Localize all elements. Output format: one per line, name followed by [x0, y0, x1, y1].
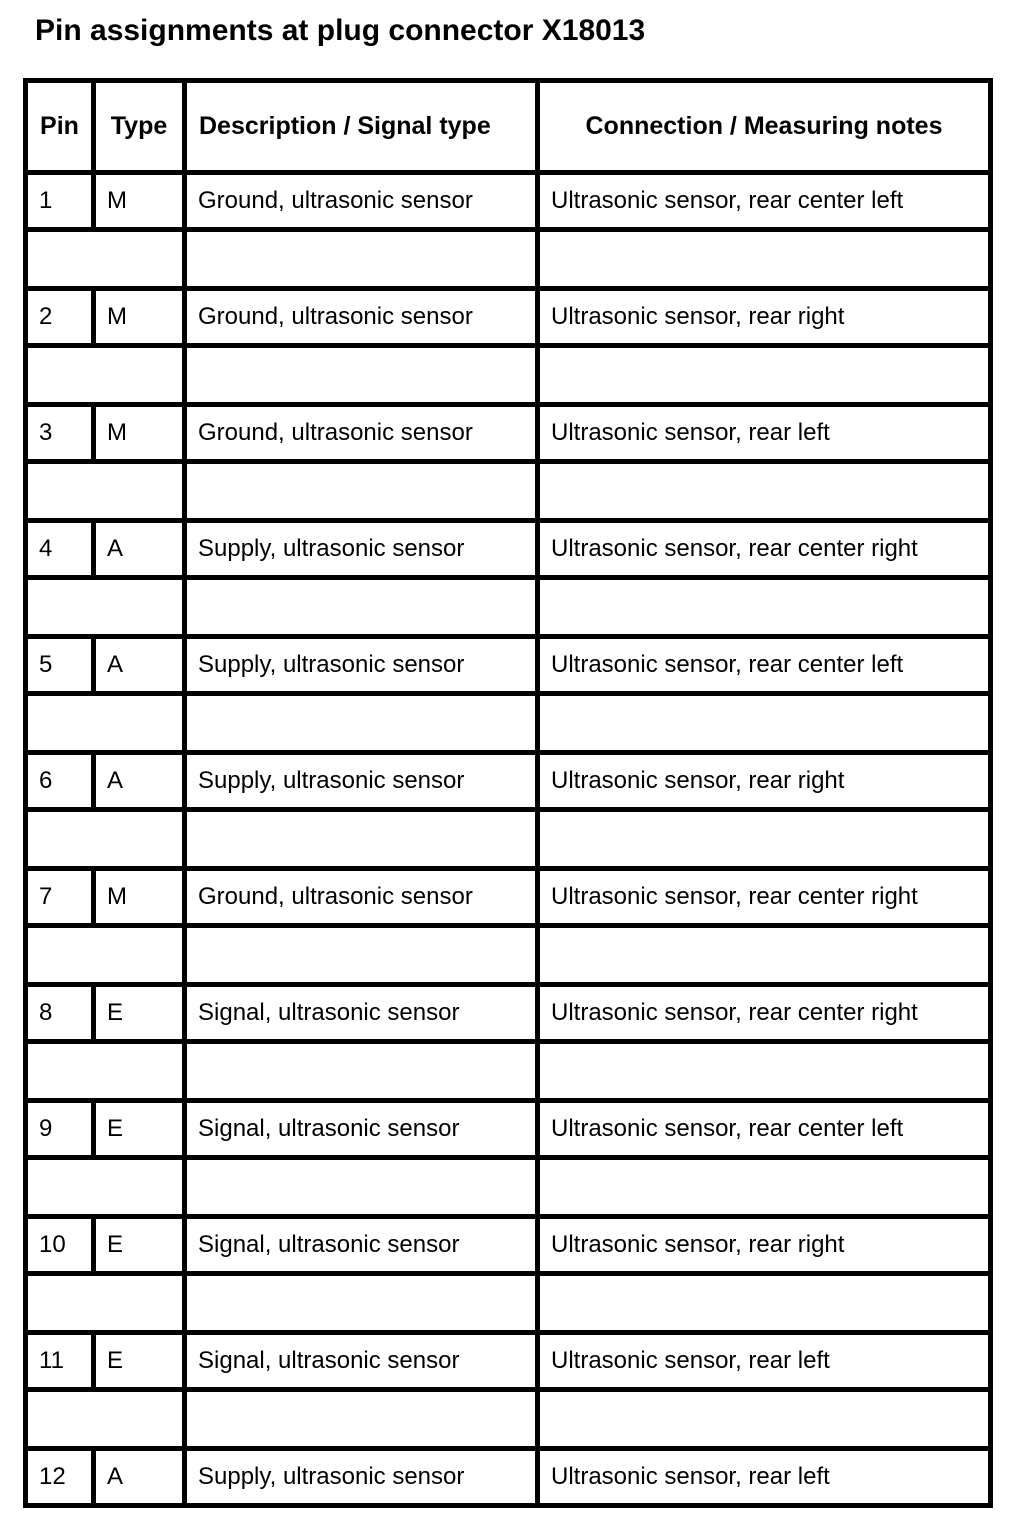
connection-cell: Ultrasonic sensor, rear left: [538, 1333, 991, 1390]
spacer-row: [26, 346, 991, 405]
spacer-row: [26, 1158, 991, 1217]
spacer-connection-cell: [538, 462, 991, 521]
connection-cell: Ultrasonic sensor, rear right: [538, 289, 991, 346]
pin-row: [26, 289, 991, 346]
spacer-connection-cell: [538, 346, 991, 405]
pin-row: [26, 405, 991, 462]
pin-cell: 6: [26, 753, 94, 810]
spacer-row: [26, 462, 991, 521]
spacer-row: [26, 1390, 991, 1449]
description-cell: Signal, ultrasonic sensor: [185, 1101, 538, 1158]
spacer-pin-type-cell: [26, 1390, 185, 1449]
spacer-connection-cell: [538, 578, 991, 637]
column-header-description: Description / Signal type: [185, 81, 538, 173]
spacer-connection-cell: [538, 926, 991, 985]
page-title: Pin assignments at plug connector X18013: [35, 14, 646, 47]
spacer-pin-type-cell: [26, 810, 185, 869]
spacer-description-cell: [185, 810, 538, 869]
pin-row: [26, 1217, 991, 1274]
pin-cell: 12: [26, 1449, 94, 1506]
description-cell: Supply, ultrasonic sensor: [185, 1449, 538, 1506]
pin-row: [26, 1449, 991, 1506]
spacer-connection-cell: [538, 230, 991, 289]
pin-row: [26, 173, 991, 230]
description-cell: Signal, ultrasonic sensor: [185, 985, 538, 1042]
description-cell: Supply, ultrasonic sensor: [185, 753, 538, 810]
spacer-row: [26, 230, 991, 289]
pin-cell: 11: [26, 1333, 94, 1390]
type-cell: M: [94, 289, 185, 346]
pin-row: [26, 1101, 991, 1158]
connection-cell: Ultrasonic sensor, rear left: [538, 405, 991, 462]
description-cell: Ground, ultrasonic sensor: [185, 289, 538, 346]
spacer-description-cell: [185, 694, 538, 753]
column-header-type: Type: [94, 81, 185, 173]
spacer-connection-cell: [538, 1274, 991, 1333]
spacer-row: [26, 694, 991, 753]
type-cell: E: [94, 1333, 185, 1390]
spacer-description-cell: [185, 1274, 538, 1333]
description-cell: Ground, ultrasonic sensor: [185, 405, 538, 462]
connection-cell: Ultrasonic sensor, rear right: [538, 1217, 991, 1274]
description-cell: Supply, ultrasonic sensor: [185, 521, 538, 578]
type-cell: E: [94, 1217, 185, 1274]
header-row: [26, 81, 991, 173]
spacer-connection-cell: [538, 694, 991, 753]
spacer-connection-cell: [538, 810, 991, 869]
type-cell: M: [94, 869, 185, 926]
type-cell: A: [94, 637, 185, 694]
connection-cell: Ultrasonic sensor, rear center right: [538, 985, 991, 1042]
spacer-row: [26, 1274, 991, 1333]
connection-cell: Ultrasonic sensor, rear center right: [538, 521, 991, 578]
description-cell: Signal, ultrasonic sensor: [185, 1333, 538, 1390]
spacer-pin-type-cell: [26, 1274, 185, 1333]
spacer-pin-type-cell: [26, 346, 185, 405]
pin-cell: 8: [26, 985, 94, 1042]
spacer-pin-type-cell: [26, 926, 185, 985]
pin-row: [26, 1333, 991, 1390]
pin-row: [26, 869, 991, 926]
spacer-row: [26, 810, 991, 869]
type-cell: A: [94, 1449, 185, 1506]
pin-row: [26, 753, 991, 810]
spacer-description-cell: [185, 578, 538, 637]
spacer-description-cell: [185, 1158, 538, 1217]
pin-cell: 1: [26, 173, 94, 230]
connection-cell: Ultrasonic sensor, rear center left: [538, 637, 991, 694]
spacer-pin-type-cell: [26, 1158, 185, 1217]
spacer-pin-type-cell: [26, 694, 185, 753]
connection-cell: Ultrasonic sensor, rear right: [538, 753, 991, 810]
pin-cell: 3: [26, 405, 94, 462]
type-cell: M: [94, 405, 185, 462]
type-cell: E: [94, 985, 185, 1042]
spacer-row: [26, 578, 991, 637]
type-cell: M: [94, 173, 185, 230]
pin-assignment-table: [23, 78, 993, 1508]
spacer-connection-cell: [538, 1390, 991, 1449]
description-cell: Ground, ultrasonic sensor: [185, 173, 538, 230]
type-cell: E: [94, 1101, 185, 1158]
pin-cell: 2: [26, 289, 94, 346]
type-cell: A: [94, 521, 185, 578]
pin-row: [26, 521, 991, 578]
pin-cell: 9: [26, 1101, 94, 1158]
type-cell: A: [94, 753, 185, 810]
column-header-pin: Pin: [26, 81, 94, 173]
description-cell: Ground, ultrasonic sensor: [185, 869, 538, 926]
description-cell: Supply, ultrasonic sensor: [185, 637, 538, 694]
pin-table-body: [26, 173, 991, 1506]
spacer-description-cell: [185, 462, 538, 521]
connection-cell: Ultrasonic sensor, rear left: [538, 1449, 991, 1506]
spacer-pin-type-cell: [26, 1042, 185, 1101]
spacer-description-cell: [185, 926, 538, 985]
spacer-row: [26, 926, 991, 985]
column-header-connection: Connection / Measuring notes: [538, 81, 991, 173]
spacer-description-cell: [185, 1042, 538, 1101]
pin-cell: 10: [26, 1217, 94, 1274]
spacer-connection-cell: [538, 1158, 991, 1217]
spacer-description-cell: [185, 346, 538, 405]
spacer-pin-type-cell: [26, 462, 185, 521]
spacer-row: [26, 1042, 991, 1101]
spacer-description-cell: [185, 1390, 538, 1449]
pin-cell: 7: [26, 869, 94, 926]
spacer-connection-cell: [538, 1042, 991, 1101]
spacer-description-cell: [185, 230, 538, 289]
connection-cell: Ultrasonic sensor, rear center right: [538, 869, 991, 926]
connection-cell: Ultrasonic sensor, rear center left: [538, 1101, 991, 1158]
connection-cell: Ultrasonic sensor, rear center left: [538, 173, 991, 230]
spacer-pin-type-cell: [26, 230, 185, 289]
pin-row: [26, 985, 991, 1042]
spacer-pin-type-cell: [26, 578, 185, 637]
pin-cell: 5: [26, 637, 94, 694]
description-cell: Signal, ultrasonic sensor: [185, 1217, 538, 1274]
pin-row: [26, 637, 991, 694]
pin-cell: 4: [26, 521, 94, 578]
